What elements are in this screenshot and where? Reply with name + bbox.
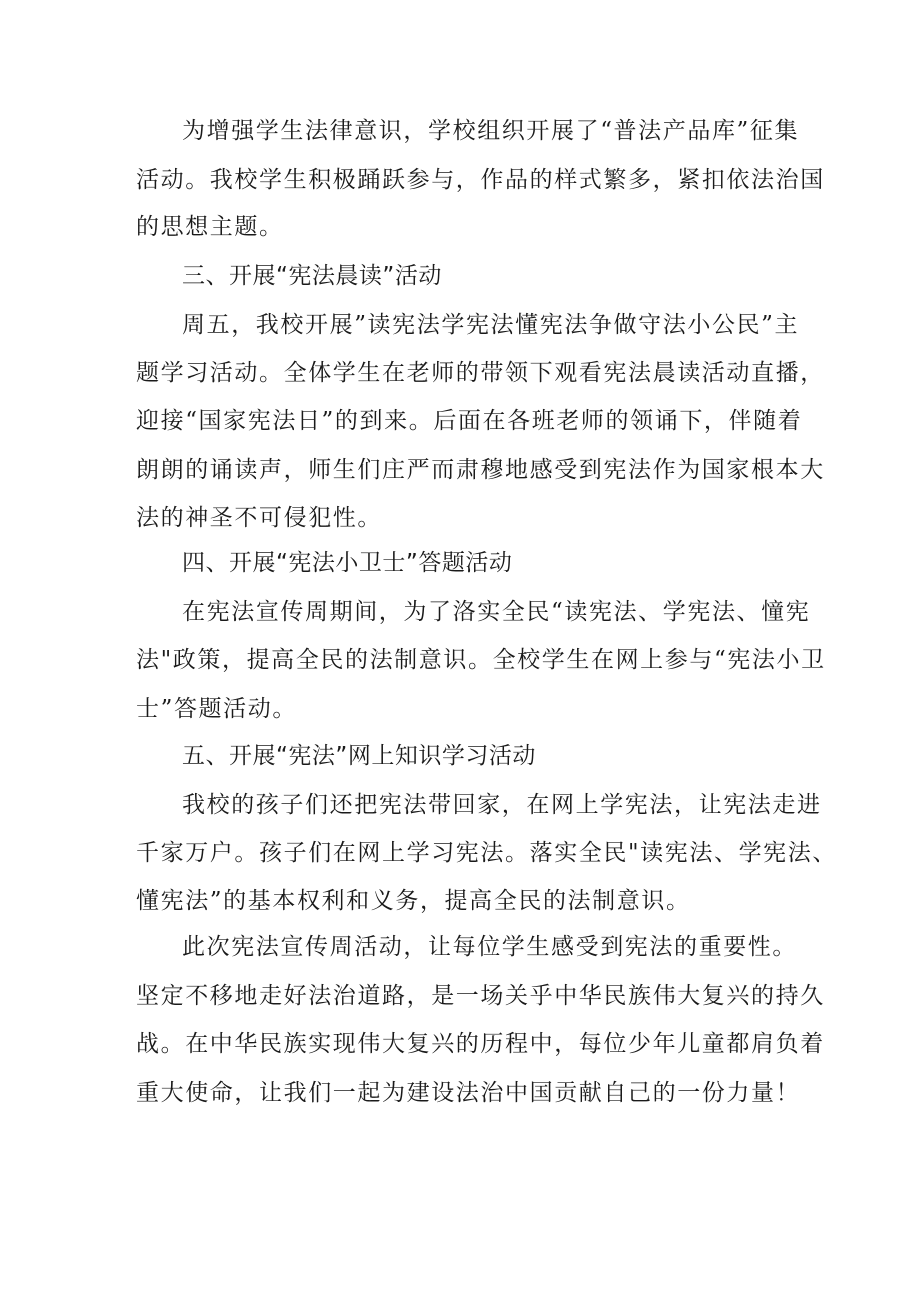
paragraph-line: 在宪法宣传周期间，为了洛实全民“读宪法、学宪法、憧宪 [182, 599, 811, 625]
paragraph-line: 的思想主题。 [136, 214, 284, 240]
section-heading-3: 三、开展“宪法晨读”活动 [182, 263, 442, 289]
paragraph-line: 此次宪法宣传周活动，让每位学生感受到宪法的重要性。 [182, 934, 797, 960]
paragraph-line: 法的神圣不可侵犯性。 [136, 505, 382, 531]
paragraph-line: 朗朗的诵读声，师生们庄严而肃穆地感受到宪法作为国家根本大 [136, 457, 825, 483]
paragraph-line: 坚定不移地走好法治道路，是一场关乎中华民族伟大复兴的持久 [136, 983, 825, 1009]
paragraph-line: 法"政策，提高全民的法制意识。全校学生在网上参与“宪法小卫 [136, 647, 826, 673]
paragraph-line: 为增强学生法律意识，学校组织开展了“普法产品库”征集 [182, 118, 800, 144]
paragraph-line: 士”答题活动。 [136, 696, 297, 722]
paragraph-line: 战。在中华民族实现伟大复兴的历程中，每位少年儿童都肩负着 [136, 1031, 825, 1057]
paragraph-line: 重大使命，让我们一起为建设法治中国贡献自己的一份力量！ [136, 1080, 801, 1106]
paragraph-line: 我校的孩子们还把宪法带回家，在网上学宪法，让宪法走进 [182, 792, 822, 818]
paragraph-line: 活动。我校学生积极踊跃参与，作品的样式繁多，紧扣依法治国 [136, 167, 825, 193]
paragraph-line: 题学习活动。全体学生在老师的带领下观看宪法晨读活动直播， [136, 360, 825, 386]
section-heading-4: 四、开展“宪法小卫士”答题活动 [182, 550, 513, 576]
paragraph-line: 迎接“国家宪法日”的到来。后面在各班老师的领诵下，伴随着 [136, 408, 803, 434]
section-heading-5: 五、开展“宪法”网上知识学习活动 [182, 743, 536, 769]
paragraph-line: 千家万户。孩子们在网上学习宪法。落实全民"读宪法、学宪法、 [136, 840, 837, 866]
paragraph-line: 懂宪法”的基本权利和义务，提高全民的法制意识。 [136, 888, 691, 914]
paragraph-line: 周五，我校开展”读宪法学宪法懂宪法争做守法小公民”主 [182, 312, 800, 338]
